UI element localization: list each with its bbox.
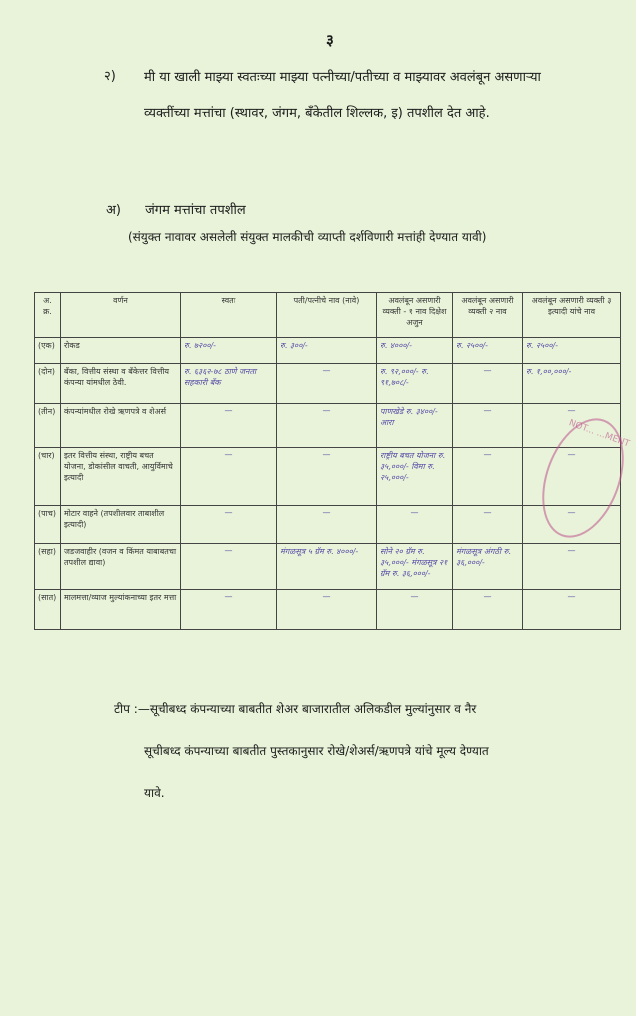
cell-self: रु. ६३६२-७८ ठाणे जनता सहकारी बँक bbox=[181, 364, 277, 404]
footnote-line-1: टीप :—सूचीबध्द कंपन्याच्या बाबतीत शेअर बाजारातील अलिकडील मुल्यांनुसार व नैर bbox=[114, 702, 477, 716]
table-row bbox=[35, 338, 621, 364]
header-description: वर्णन bbox=[61, 293, 181, 338]
cell-dependent-3: रु. १,००,०००/- bbox=[523, 364, 621, 404]
footnote-line-2: सूचीबध्द कंपन्याच्या बाबतीत पुस्तकानुसार रोखे/शेअर्स/ऋणपत्रे यांचे मूल्य देण्यात bbox=[144, 744, 489, 758]
cell-dependent-1: सोने २० ग्रॅम रु. ३५,०००/- मंगळसूत्र २१ ग्रॅम रु. ३६,०००/- bbox=[377, 544, 453, 590]
cell-self: रु. ७२००/- bbox=[181, 338, 277, 364]
row-description: मालमत्ता/व्याज मुल्यांकनाच्या इतर मत्ता bbox=[61, 590, 181, 630]
cell-dependent-2: — bbox=[453, 506, 523, 544]
cell-spouse: रु. ३००/- bbox=[277, 338, 377, 364]
row-serial: (एक) bbox=[35, 338, 61, 364]
cell-dependent-3: रु. २५००/- bbox=[523, 338, 621, 364]
table-header-row bbox=[35, 293, 621, 338]
cell-spouse: — bbox=[277, 404, 377, 448]
row-serial: (दोन) bbox=[35, 364, 61, 404]
cell-spouse: — bbox=[277, 364, 377, 404]
footnote bbox=[114, 688, 574, 814]
cell-dependent-1: रु. ४०००/- bbox=[377, 338, 453, 364]
cell-dependent-2: — bbox=[453, 590, 523, 630]
section-label: अ) bbox=[106, 203, 122, 218]
row-serial: (चार) bbox=[35, 448, 61, 506]
cell-dependent-2: रु. २५००/- bbox=[453, 338, 523, 364]
row-description: इतर वित्तीय संस्था, राष्ट्रीय बचत योजना, डोकांसील वाचती, आयुर्विमाचे इत्यादी bbox=[61, 448, 181, 506]
stamp-text: NOT... ...MENT bbox=[567, 418, 631, 450]
row-serial: (सहा) bbox=[35, 544, 61, 590]
cell-dependent-3: — bbox=[523, 590, 621, 630]
cell-dependent-3: — bbox=[523, 448, 621, 506]
row-serial: (पाच) bbox=[35, 506, 61, 544]
section-note: (संयुक्त नावावर असलेली संयुक्त मालकीची व्याप्ती दर्शविणारी मत्तांही देण्यात यावी) bbox=[128, 230, 487, 244]
table-row bbox=[35, 364, 621, 404]
section-heading bbox=[106, 200, 246, 218]
cell-self: — bbox=[181, 544, 277, 590]
cell-dependent-3: — bbox=[523, 404, 621, 448]
header-dependent-2: अवलंबून असणारी व्यक्ती २ नाव bbox=[453, 293, 523, 338]
cell-dependent-2: — bbox=[453, 364, 523, 404]
cell-self: — bbox=[181, 590, 277, 630]
row-serial: (तीन) bbox=[35, 404, 61, 448]
row-description: रोकड bbox=[61, 338, 181, 364]
table-row bbox=[35, 590, 621, 630]
cell-dependent-1: पाणखेडे रु. ३४००/- आरा bbox=[377, 404, 453, 448]
row-description: बँका, वित्तीय संस्था व बँकेत्तर वित्तीय कंपन्या यांमधील ठेवी. bbox=[61, 364, 181, 404]
header-self: स्वतः bbox=[181, 293, 277, 338]
cell-dependent-3: — bbox=[523, 544, 621, 590]
table-row bbox=[35, 544, 621, 590]
cell-spouse: — bbox=[277, 506, 377, 544]
cell-dependent-2: — bbox=[453, 448, 523, 506]
cell-self: — bbox=[181, 404, 277, 448]
section-title: जंगम मत्तांचा तपशील bbox=[145, 203, 246, 218]
cell-dependent-2: मंगळसूत्र अंगठी रु. ३६,०००/- bbox=[453, 544, 523, 590]
header-spouse: पती/पत्नीचे नाव (नावे) bbox=[277, 293, 377, 338]
header-dependent-1: अवलंबून असणारी व्यक्ती - १ नाव दिक्षेश अजुन bbox=[377, 293, 453, 338]
header-serial: अ. क्र. bbox=[35, 293, 61, 338]
page-number: ३ bbox=[326, 31, 334, 49]
row-description: जडजवाहीर (वजन व किंमत याबाबतचा तपशील द्यावा) bbox=[61, 544, 181, 590]
cell-self: — bbox=[181, 448, 277, 506]
cell-dependent-3: — bbox=[523, 506, 621, 544]
paragraph-number: २) bbox=[104, 69, 116, 84]
table-row bbox=[35, 448, 621, 506]
cell-dependent-1: — bbox=[377, 590, 453, 630]
row-serial: (सात) bbox=[35, 590, 61, 630]
cell-spouse: — bbox=[277, 448, 377, 506]
cell-dependent-1: राष्ट्रीय बचत योजना रु. ३५,०००/- विमा रु. २५,०००/- bbox=[377, 448, 453, 506]
row-description: कंपन्यांमधील रोखे ऋणपत्रे व शेअर्स bbox=[61, 404, 181, 448]
row-description: मोटार वाहने (तपशीलवार ताबाशील इत्यादी) bbox=[61, 506, 181, 544]
table-row bbox=[35, 506, 621, 544]
footnote-line-3: यावे. bbox=[144, 786, 165, 800]
paragraph-text: मी या खाली माझ्या स्वतःच्या माझ्या पत्नीच्या/पतीच्या व माझ्यावर अवलंबून असणाऱ्या व्यक्तींच्या मत्तांचा (स्थावर, जंगम, बँकेतील शिल्लक, इ) तपशील देत आहे. bbox=[144, 70, 541, 121]
cell-dependent-1: रु. ९२,०००/- रु. ९१,७०८/- bbox=[377, 364, 453, 404]
assets-table bbox=[34, 292, 621, 630]
header-dependent-3: अवलंबून असणारी व्यक्ती ३ इत्यादी यांचे नाव bbox=[523, 293, 621, 338]
cell-spouse: मंगळसूत्र ५ ग्रॅम रु. ४०००/- bbox=[277, 544, 377, 590]
cell-spouse: — bbox=[277, 590, 377, 630]
table-row bbox=[35, 404, 621, 448]
cell-dependent-1: — bbox=[377, 506, 453, 544]
cell-self: — bbox=[181, 506, 277, 544]
cell-dependent-2: — bbox=[453, 404, 523, 448]
